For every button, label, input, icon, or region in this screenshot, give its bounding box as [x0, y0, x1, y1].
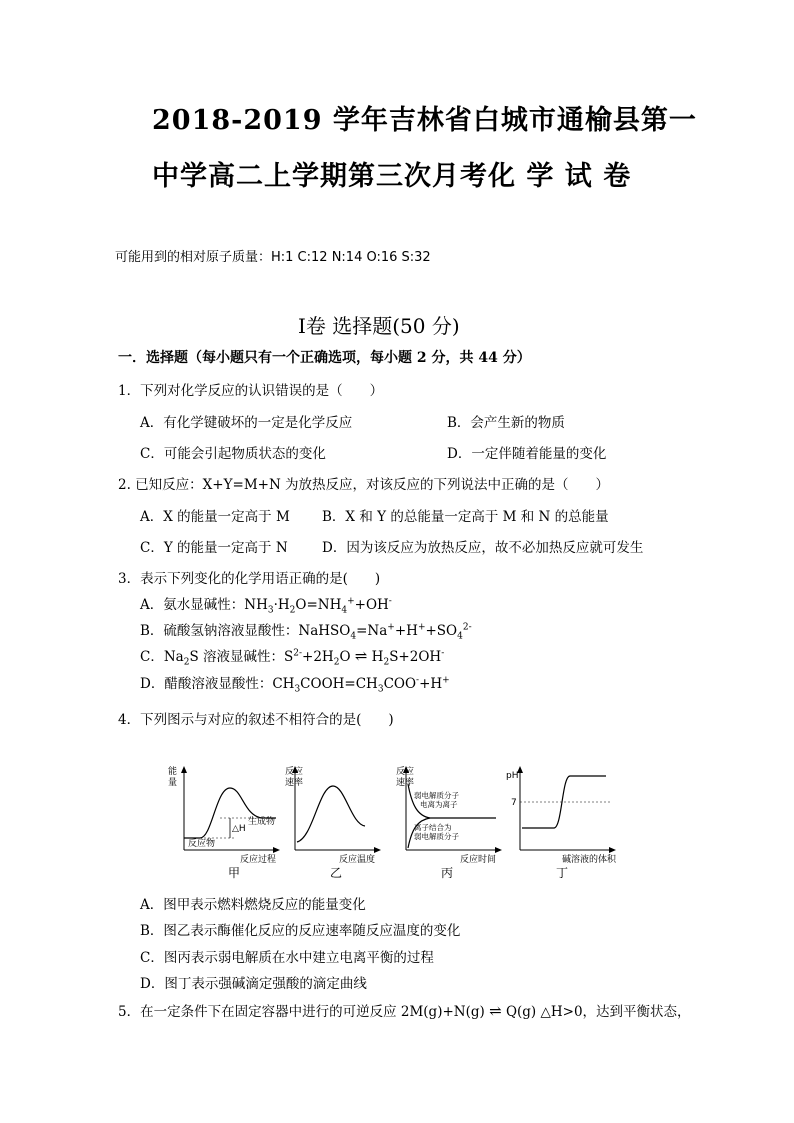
yi-xlabel: 反应温度 [339, 855, 376, 865]
q4-option-b: B．图乙表示酶催化反应的反应速率随反应温度的变化 [140, 923, 461, 939]
bing-upper-1: 弱电解质分子 [414, 791, 459, 800]
q2-option-a: A．X 的能量一定高于 M [140, 509, 290, 525]
title-line-1: 2018-2019 学年吉林省白城市通榆县第一 [152, 105, 697, 136]
q2-option-d: D．因为该反应为放热反应，故不必加热反应就可发生 [322, 540, 644, 556]
jia-reactant: 反应物 [188, 839, 216, 849]
bing-xlabel: 反应时间 [460, 855, 497, 865]
q3-option-c: C．$Na_2S$ 溶液显碱性：$S^{2-}+2H_2O$ ⇌ $H_2S+2OH^-$ [140, 647, 445, 668]
q3-option-d [140, 672, 450, 695]
figure-yi-caption: 乙 [330, 866, 343, 880]
yi-ylabel-1: 反应 [285, 767, 304, 777]
figure-yi-svg [285, 766, 385, 866]
q4-option-d: D．图丁表示强碱滴定强酸的滴定曲线 [140, 976, 367, 992]
part1-title: Ⅰ卷 选择题(50 分) [298, 314, 460, 338]
q2-option-c: C．Y 的能量一定高于 N [140, 540, 288, 556]
figure-jia [168, 766, 283, 866]
q1-stem: 1．下列对化学反应的认识错误的是（ ） [118, 383, 384, 399]
jia-ylabel-2: 量 [168, 778, 178, 788]
q3-option-a [140, 593, 392, 616]
q3-option-c-formula: $S^{2-}+2H_2O$ ⇌ $H_2S+2OH^-$ [283, 647, 445, 668]
bing-upper-2: 电离为离子 [420, 800, 458, 809]
figure-ding-svg [502, 766, 622, 866]
q5-equilibrium-arrow: ⇌ [489, 1002, 502, 1020]
title-line-2: 中学高二上学期第三次月考化 学 试 卷 [152, 161, 632, 192]
q1-option-a: A．有化学键破坏的一定是化学反应 [140, 415, 353, 431]
bing-lower-2: 弱电解质分子 [414, 832, 459, 841]
q3-stem: 3．表示下列变化的化学用语正确的是( ) [118, 571, 381, 587]
q3-option-a-formula: $NH_3\cdot H_2O=NH_4^++OH^-$ [244, 596, 392, 616]
q3-option-b-label: B．硫酸氢钠溶液显酸性： [140, 623, 299, 639]
q3-option-c-label2: S 溶液显碱性： [189, 649, 284, 665]
figure-bing [396, 766, 506, 866]
figure-bing-caption: 丙 [441, 866, 454, 880]
yi-ylabel-2: 速率 [285, 778, 304, 788]
q5-stem-a: 5．在一定条件下在固定容器中进行的可逆反应 2M(g)+N(g) [118, 1004, 485, 1020]
figure-yi [285, 766, 385, 866]
figure-jia-svg [168, 766, 283, 866]
q3-option-b [140, 619, 472, 642]
q1-option-c: C．可能会引起物质状态的变化 [140, 446, 326, 462]
q4-option-a: A．图甲表示燃料燃烧反应的能量变化 [140, 897, 366, 913]
ding-seven: 7 [511, 798, 517, 808]
q4-option-c: C．图丙表示弱电解质在水中建立电离平衡的过程 [140, 950, 434, 966]
bing-lower-1: 离子结合为 [414, 823, 452, 832]
q3-option-d-formula: $CH_3COOH=CH_3COO^-+H^+$ [272, 675, 450, 695]
q1-option-b: B．会产生新的物质 [447, 415, 565, 431]
q4-stem: 4．下列图示与对应的叙述不相符合的是( ) [118, 712, 394, 728]
q5-stem [118, 1000, 691, 1020]
bing-ylabel-1: 反应 [396, 767, 415, 777]
q1-option-d: D．一定伴随着能量的变化 [447, 446, 607, 462]
figure-jia-caption: 甲 [228, 866, 241, 880]
figure-ding-caption: 丁 [556, 866, 569, 880]
atomic-masses: 可能用到的相对原子质量：H:1 C:12 N:14 O:16 S:32 [115, 250, 431, 265]
q3-option-d-label: D．醋酸溶液显酸性： [140, 676, 273, 692]
q3-option-a-label: A．氨水显碱性： [140, 597, 245, 613]
section1-title: 一．选择题（每小题只有一个正确选项，每小题 2 分，共 44 分） [118, 350, 531, 366]
q5-stem-b: Q(g) △H>0，达到平衡状态， [505, 1004, 691, 1020]
jia-ylabel-1: 能 [168, 767, 178, 777]
figure-ding [502, 766, 622, 866]
figure-bing-svg [396, 766, 506, 866]
q2-option-b: B．X 和 Y 的总能量一定高于 M 和 N 的总能量 [322, 509, 609, 525]
q3-option-b-formula: $NaHSO_4=Na^++H^++SO_4^{2-}$ [298, 622, 472, 642]
q3-option-c-label: C．Na [140, 649, 184, 665]
ding-ylabel: pH [506, 771, 519, 781]
bing-ylabel-2: 速率 [396, 778, 415, 788]
jia-dh: △H [232, 824, 246, 834]
jia-xlabel: 反应过程 [240, 855, 277, 865]
q2-stem: 2. 已知反应：X+Y=M+N 为放热反应，对该反应的下列说法中正确的是（ ） [118, 477, 610, 493]
ding-xlabel: 碱溶液的体积 [562, 855, 617, 865]
jia-product: 生成物 [248, 817, 276, 827]
